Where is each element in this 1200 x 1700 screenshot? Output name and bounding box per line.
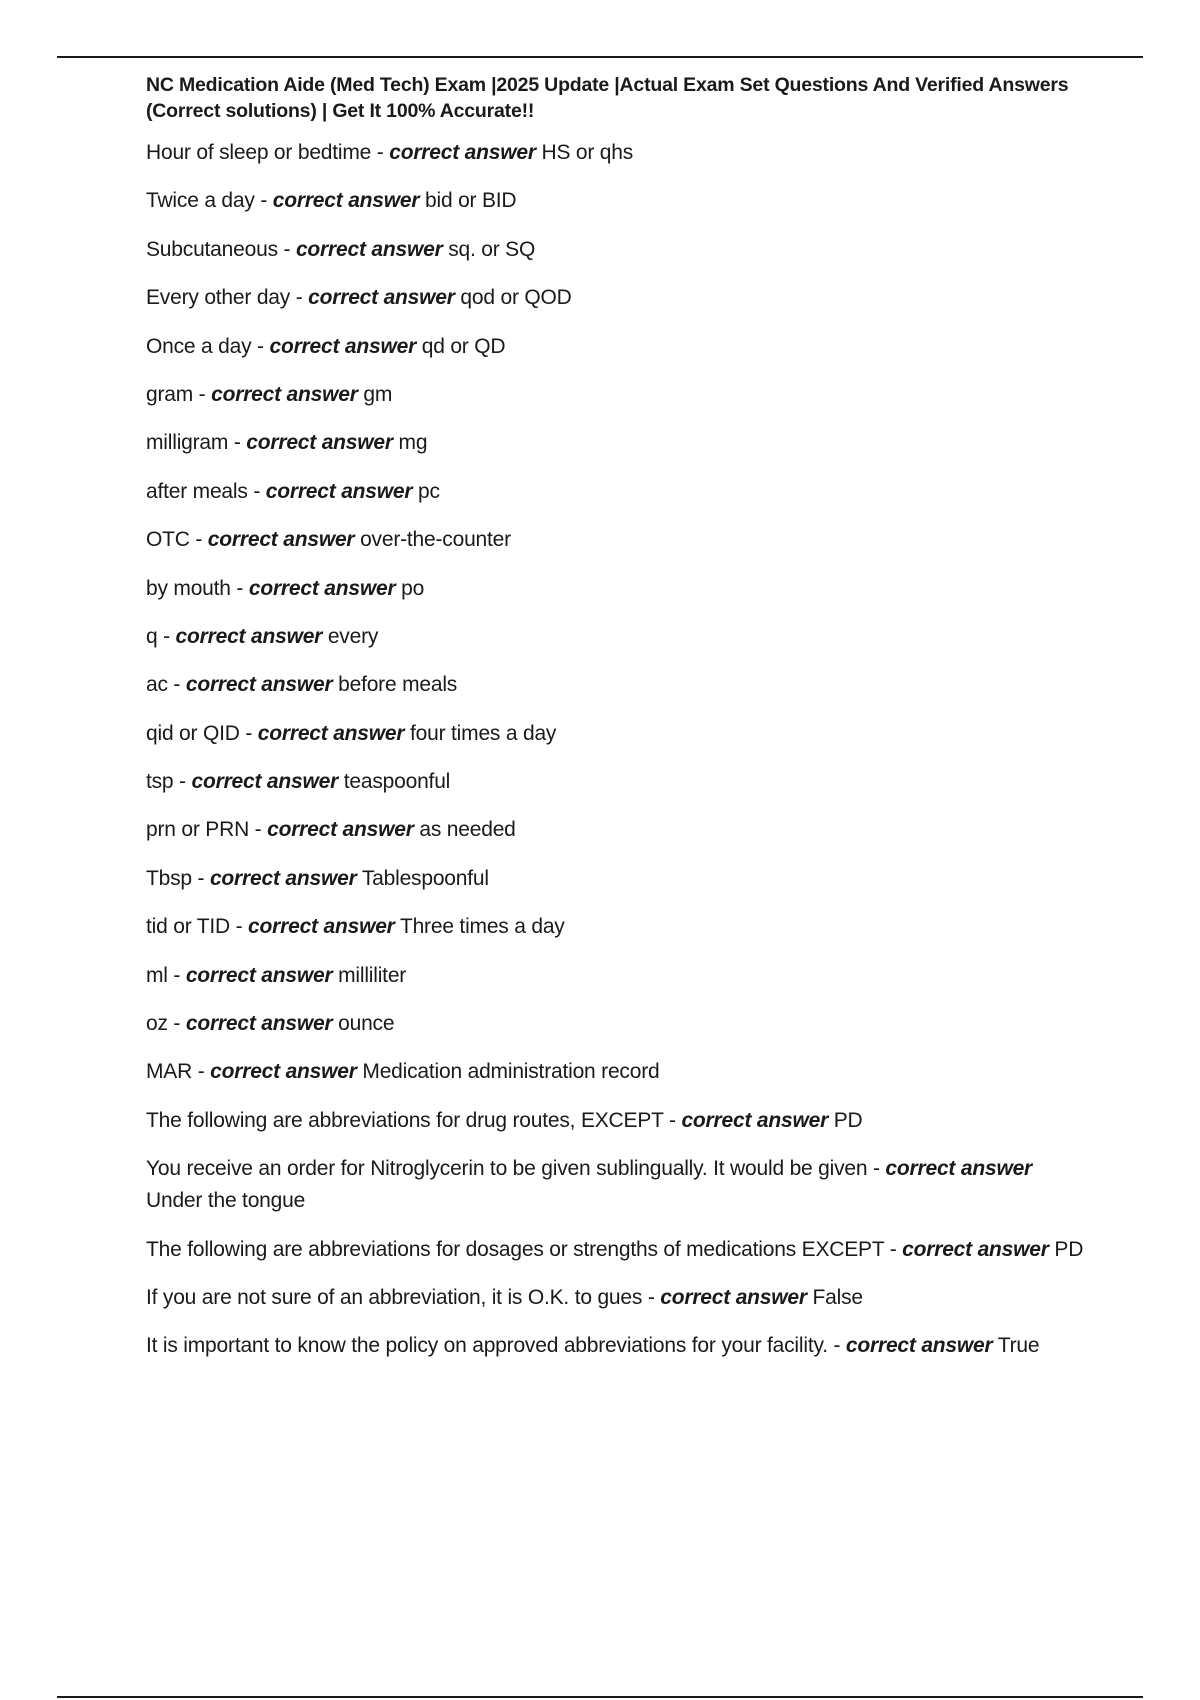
answer-text: as needed — [419, 818, 516, 842]
question-text: milligram — [146, 431, 229, 455]
qa-item — [146, 669, 1086, 701]
answer-text: gm — [363, 382, 393, 406]
header-rule — [57, 56, 1143, 58]
correct-answer-label: correct answer — [191, 770, 339, 794]
correct-answer-label: correct answer — [185, 963, 333, 987]
separator: - — [230, 576, 249, 600]
qa-item — [146, 1153, 1086, 1217]
correct-answer-label: correct answer — [269, 334, 417, 358]
separator: - — [247, 479, 266, 503]
correct-answer-label: correct answer — [211, 382, 358, 406]
correct-answer-label: correct answer — [295, 237, 443, 261]
answer-text: Under the tongue — [146, 1189, 306, 1213]
answer-text: Tablespoonful — [361, 866, 489, 890]
correct-answer-label: correct answer — [660, 1285, 807, 1309]
qa-item — [146, 1234, 1086, 1266]
separator: - — [157, 624, 176, 648]
separator: - — [189, 528, 208, 552]
correct-answer-label: correct answer — [257, 721, 405, 745]
separator: - — [249, 818, 268, 842]
qa-item — [146, 1105, 1086, 1137]
question-text: after meals — [146, 479, 248, 503]
answer-text: before meals — [338, 673, 458, 697]
answer-text: po — [401, 576, 425, 600]
qa-item — [146, 1330, 1086, 1362]
footer-rule — [57, 1696, 1143, 1698]
qa-item — [146, 621, 1086, 653]
answer-text: bid or BID — [425, 189, 517, 213]
answer-text: Medication administration record — [362, 1060, 660, 1084]
qa-item — [146, 524, 1086, 556]
answer-text: False — [812, 1285, 863, 1309]
correct-answer-label: correct answer — [248, 915, 395, 939]
answer-text: over-the-counter — [360, 528, 511, 552]
document-title: NC Medication Aide (Med Tech) Exam |2025 Update |Actual Exam Set Questions And Verified Answers (Correct solutions) | Get It 100% Accurate!! — [146, 74, 1069, 122]
answer-text: mg — [398, 431, 428, 455]
correct-answer-label: correct answer — [248, 576, 396, 600]
separator: - — [173, 770, 192, 794]
answer-text: four times a day — [410, 721, 557, 745]
question-text: oz — [146, 1012, 168, 1036]
qa-item — [146, 960, 1086, 992]
qa-item — [146, 766, 1086, 798]
answer-text: every — [327, 624, 379, 648]
answer-text: milliliter — [338, 963, 407, 987]
document-body — [146, 72, 1086, 1379]
qa-item — [146, 379, 1086, 411]
answer-text: True — [997, 1334, 1040, 1358]
separator: - — [867, 1157, 886, 1181]
correct-answer-label: correct answer — [265, 479, 413, 503]
question-text: The following are abbreviations for drug routes, EXCEPT — [146, 1108, 664, 1132]
question-text: Twice a day — [146, 189, 255, 213]
separator: - — [167, 963, 186, 987]
qa-item — [146, 814, 1086, 846]
answer-text: pc — [418, 479, 440, 503]
separator: - — [239, 721, 258, 745]
separator: - — [229, 915, 249, 939]
correct-answer-label: correct answer — [845, 1334, 993, 1358]
correct-answer-label: correct answer — [885, 1157, 1033, 1181]
qa-item — [146, 427, 1086, 459]
qa-item — [146, 137, 1086, 169]
qa-item — [146, 1282, 1086, 1314]
correct-answer-label: correct answer — [389, 141, 536, 164]
separator: - — [167, 1012, 186, 1036]
question-text: qid or QID — [146, 721, 240, 745]
correct-answer-label: correct answer — [272, 189, 420, 213]
separator: - — [251, 334, 270, 358]
correct-answer-label: correct answer — [246, 431, 393, 455]
correct-answer-label: correct answer — [267, 818, 414, 842]
answer-text: teaspoonful — [343, 770, 451, 794]
answer-text: PD — [833, 1108, 863, 1132]
correct-answer-label: correct answer — [185, 1012, 333, 1036]
correct-answer-label: correct answer — [308, 286, 455, 310]
question-text: Once a day — [146, 334, 252, 358]
qa-item — [146, 234, 1086, 266]
qa-item — [146, 1008, 1086, 1040]
qa-item — [146, 1056, 1086, 1088]
correct-answer-label: correct answer — [175, 624, 323, 648]
question-text: If you are not sure of an abbreviation, it is O.K. to gues — [146, 1285, 643, 1309]
question-text: tsp — [146, 770, 174, 794]
separator: - — [290, 286, 309, 310]
separator: - — [663, 1108, 682, 1132]
question-text: gram — [146, 382, 194, 406]
answer-text: qod or QOD — [460, 286, 572, 310]
qa-item — [146, 863, 1086, 895]
separator: - — [193, 382, 212, 406]
correct-answer-label: correct answer — [210, 1060, 357, 1084]
qa-list — [146, 137, 1086, 1362]
qa-item — [146, 476, 1086, 508]
qa-item — [146, 911, 1086, 943]
qa-item — [146, 185, 1086, 217]
separator: - — [371, 141, 390, 164]
question-text: You receive an order for Nitroglycerin to be given sublingually. It would be given — [146, 1157, 868, 1181]
answer-text: qd or QD — [421, 334, 506, 358]
question-text: Every other day — [146, 286, 291, 310]
question-text: prn or PRN — [146, 818, 250, 842]
separator: - — [827, 1334, 846, 1358]
separator: - — [228, 431, 247, 455]
qa-item — [146, 718, 1086, 750]
separator: - — [254, 189, 273, 213]
separator: - — [192, 1060, 211, 1084]
correct-answer-label: correct answer — [681, 1108, 829, 1132]
answer-text: PD — [1054, 1237, 1084, 1261]
separator: - — [277, 237, 296, 261]
qa-item — [146, 331, 1086, 363]
question-text: tid or TID — [146, 915, 230, 939]
qa-item — [146, 282, 1086, 314]
question-text: Subcutaneous — [146, 237, 278, 261]
answer-text: sq. or SQ — [448, 237, 536, 261]
correct-answer-label: correct answer — [209, 866, 357, 890]
separator: - — [167, 673, 186, 697]
question-text: by mouth — [146, 576, 231, 600]
question-text: The following are abbreviations for dosages or strengths of medications EXCEPT — [146, 1237, 885, 1261]
correct-answer-label: correct answer — [185, 673, 333, 697]
answer-text: HS or qhs — [541, 141, 634, 164]
answer-text: ounce — [338, 1012, 395, 1036]
question-text: ac — [146, 673, 168, 697]
correct-answer-label: correct answer — [207, 528, 355, 552]
question-text: It is important to know the policy on approved abbreviations for your facility. — [146, 1334, 828, 1358]
separator: - — [191, 866, 210, 890]
question-text: MAR — [146, 1060, 193, 1084]
answer-text: Three times a day — [399, 915, 565, 939]
separator: - — [884, 1237, 903, 1261]
separator: - — [642, 1285, 661, 1309]
question-text: ml — [146, 963, 168, 987]
question-text: q — [146, 624, 158, 648]
question-text: Tbsp — [146, 866, 192, 890]
question-text: Hour of sleep or bedtime — [146, 141, 372, 164]
correct-answer-label: correct answer — [902, 1237, 1049, 1261]
qa-item — [146, 573, 1086, 605]
question-text: OTC — [146, 528, 190, 552]
